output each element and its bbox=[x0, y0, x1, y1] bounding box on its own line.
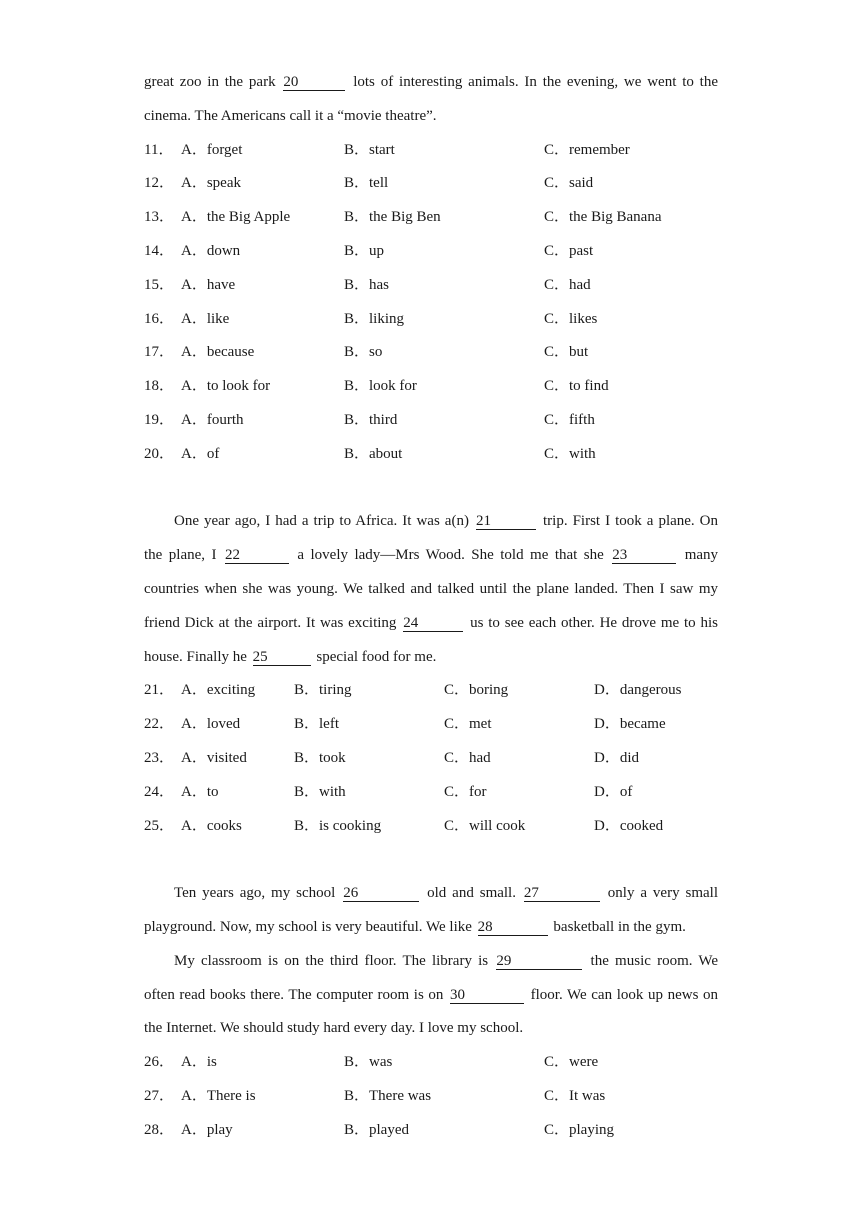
section-gap bbox=[144, 843, 718, 877]
question-item: 14． A．down B．up C．past bbox=[144, 235, 718, 269]
option-d: D．dangerous bbox=[594, 682, 682, 699]
option-c: C．the Big Banana bbox=[544, 209, 662, 226]
option-d: D．did bbox=[594, 749, 640, 766]
option-c: C．had bbox=[544, 276, 591, 293]
option-a: A．down bbox=[181, 242, 241, 259]
question-item: 15． A．have B．has C．had bbox=[144, 269, 718, 303]
question-item: 28． A．play B．played C．playing bbox=[144, 1114, 718, 1148]
question-item: 11． A．forget B．start C．remember bbox=[144, 134, 718, 168]
passage-line: the Internet. We should study hard every day. I love my school. bbox=[144, 1020, 524, 1037]
option-b: B．look for bbox=[344, 378, 417, 395]
answer-blank: 25 bbox=[253, 649, 311, 666]
option-a: A．because bbox=[181, 344, 255, 361]
option-b: B．up bbox=[344, 242, 385, 259]
option-c: C．playing bbox=[544, 1121, 614, 1138]
option-a: A．loved bbox=[181, 716, 241, 733]
option-b: B．about bbox=[344, 445, 403, 462]
option-c: C．It was bbox=[544, 1087, 606, 1104]
question-item: 17． A．because B．so C．but bbox=[144, 336, 718, 370]
question-item: 21． A．exciting B．tiring C．boring D．dangerous bbox=[144, 674, 718, 708]
question-item: 20． A．of B．about C．with bbox=[144, 438, 718, 472]
option-b: B．the Big Ben bbox=[344, 209, 441, 226]
question-item: 25． A．cooks B．is cooking C．will cook D．cooked bbox=[144, 810, 718, 844]
section-gap bbox=[144, 472, 718, 506]
answer-blank: 22 bbox=[225, 547, 289, 564]
option-c: C．to find bbox=[544, 378, 609, 395]
passage-line: friend Dick at the airport. It was exciting 24 us to see each other. He drove me to his bbox=[144, 614, 719, 631]
answer-blank: 28 bbox=[478, 919, 548, 936]
option-b: B．was bbox=[344, 1054, 393, 1071]
option-c: C．said bbox=[544, 175, 594, 192]
question-item: 13． A．the Big Apple B．the Big Ben C．the Big Banana bbox=[144, 201, 718, 235]
option-a: A．visited bbox=[181, 749, 247, 766]
option-d: D．of bbox=[594, 783, 633, 800]
worksheet-page bbox=[144, 66, 718, 1148]
question-list bbox=[144, 134, 718, 472]
passage-line: One year ago, I had a trip to Africa. It was a(n) 21 trip. First I took a plane. On bbox=[174, 513, 719, 530]
option-c: C．fifth bbox=[544, 411, 595, 428]
question-item: 24． A．to B．with C．for D．of bbox=[144, 776, 718, 810]
option-d: D．cooked bbox=[594, 817, 664, 834]
option-d: D．became bbox=[594, 716, 666, 733]
passage-line: countries when she was young. We talked and talked until the plane landed. Then I saw my bbox=[144, 580, 718, 597]
option-b: B．is cooking bbox=[294, 817, 382, 834]
option-a: A．have bbox=[181, 276, 236, 293]
passage-africa bbox=[144, 505, 718, 674]
answer-blank: 30 bbox=[450, 987, 524, 1004]
option-b: B．took bbox=[294, 749, 346, 766]
option-a: A．is bbox=[181, 1054, 217, 1071]
passage-line: house. Finally he 25 special food for me. bbox=[144, 648, 437, 665]
answer-blank: 24 bbox=[403, 615, 463, 632]
option-b: B．so bbox=[344, 344, 383, 361]
answer-blank: 29 bbox=[496, 953, 582, 970]
option-c: C．past bbox=[544, 242, 594, 259]
option-a: A．forget bbox=[181, 141, 243, 158]
passage-school bbox=[144, 877, 718, 1046]
answer-blank: 23 bbox=[612, 547, 676, 564]
passage-line: great zoo in the park 20 lots of interesting animals. In the evening, we went to the bbox=[144, 74, 719, 90]
option-b: B．left bbox=[294, 716, 339, 733]
answer-blank: 20 bbox=[283, 74, 345, 91]
option-c: C．will cook bbox=[444, 817, 526, 834]
passage-line: the plane, I 22 a lovely lady—Mrs Wood. She told me that she 23 many bbox=[144, 547, 719, 564]
option-b: B．There was bbox=[344, 1087, 432, 1104]
option-c: C．likes bbox=[544, 310, 598, 327]
option-a: A．speak bbox=[181, 175, 241, 192]
passage-line: My classroom is on the third floor. The library is 29 the music room. We bbox=[174, 952, 719, 969]
question-item: 27． A．There is B．There was C．It was bbox=[144, 1080, 718, 1114]
question-item: 16． A．like B．liking C．likes bbox=[144, 303, 718, 337]
option-a: A．play bbox=[181, 1121, 233, 1138]
option-a: A．cooks bbox=[181, 817, 242, 834]
option-a: A．like bbox=[181, 310, 230, 327]
option-b: B．with bbox=[294, 783, 346, 800]
passage-line: cinema. The Americans call it a “movie theatre”. bbox=[144, 107, 437, 124]
option-c: C．with bbox=[544, 445, 596, 462]
option-a: A．of bbox=[181, 445, 220, 462]
option-a: A．There is bbox=[181, 1087, 256, 1104]
option-a: A．the Big Apple bbox=[181, 209, 291, 226]
option-a: A．to look for bbox=[181, 378, 271, 395]
option-c: C．but bbox=[544, 344, 589, 361]
question-list bbox=[144, 1046, 718, 1147]
option-a: A．to bbox=[181, 783, 219, 800]
question-item: 26． A．is B．was C．were bbox=[144, 1046, 718, 1080]
question-item: 22． A．loved B．left C．met D．became bbox=[144, 708, 718, 742]
question-item: 12． A．speak B．tell C．said bbox=[144, 167, 718, 201]
passage-line: Ten years ago, my school 26 old and small. 27 only a very small bbox=[174, 885, 718, 902]
option-a: A．exciting bbox=[181, 682, 256, 699]
option-c: C．had bbox=[444, 749, 491, 766]
option-c: C．for bbox=[444, 783, 487, 800]
option-b: B．has bbox=[344, 276, 390, 293]
option-c: C．met bbox=[444, 716, 492, 733]
option-b: B．tell bbox=[344, 175, 389, 192]
option-b: B．liking bbox=[344, 310, 405, 327]
option-b: B．tiring bbox=[294, 682, 352, 699]
option-c: C．remember bbox=[544, 141, 630, 158]
answer-blank: 21 bbox=[476, 513, 536, 530]
question-item: 19． A．fourth B．third C．fifth bbox=[144, 404, 718, 438]
answer-blank: 27 bbox=[524, 885, 600, 902]
question-item: 18． A．to look for B．look for C．to find bbox=[144, 370, 718, 404]
passage-line: often read books there. The computer room is on 30 floor. We can look up news on bbox=[144, 986, 719, 1003]
option-a: A．fourth bbox=[181, 411, 244, 428]
option-b: B．third bbox=[344, 411, 398, 428]
option-c: C．were bbox=[544, 1054, 599, 1071]
option-b: B．played bbox=[344, 1121, 409, 1138]
answer-blank: 26 bbox=[343, 885, 419, 902]
passage-line: playground. Now, my school is very beautiful. We like 28 basketball in the gym. bbox=[144, 918, 686, 935]
option-b: B．start bbox=[344, 141, 395, 158]
option-c: C．boring bbox=[444, 682, 509, 699]
question-list bbox=[144, 674, 718, 843]
question-item: 23． A．visited B．took C．had D．did bbox=[144, 742, 718, 776]
